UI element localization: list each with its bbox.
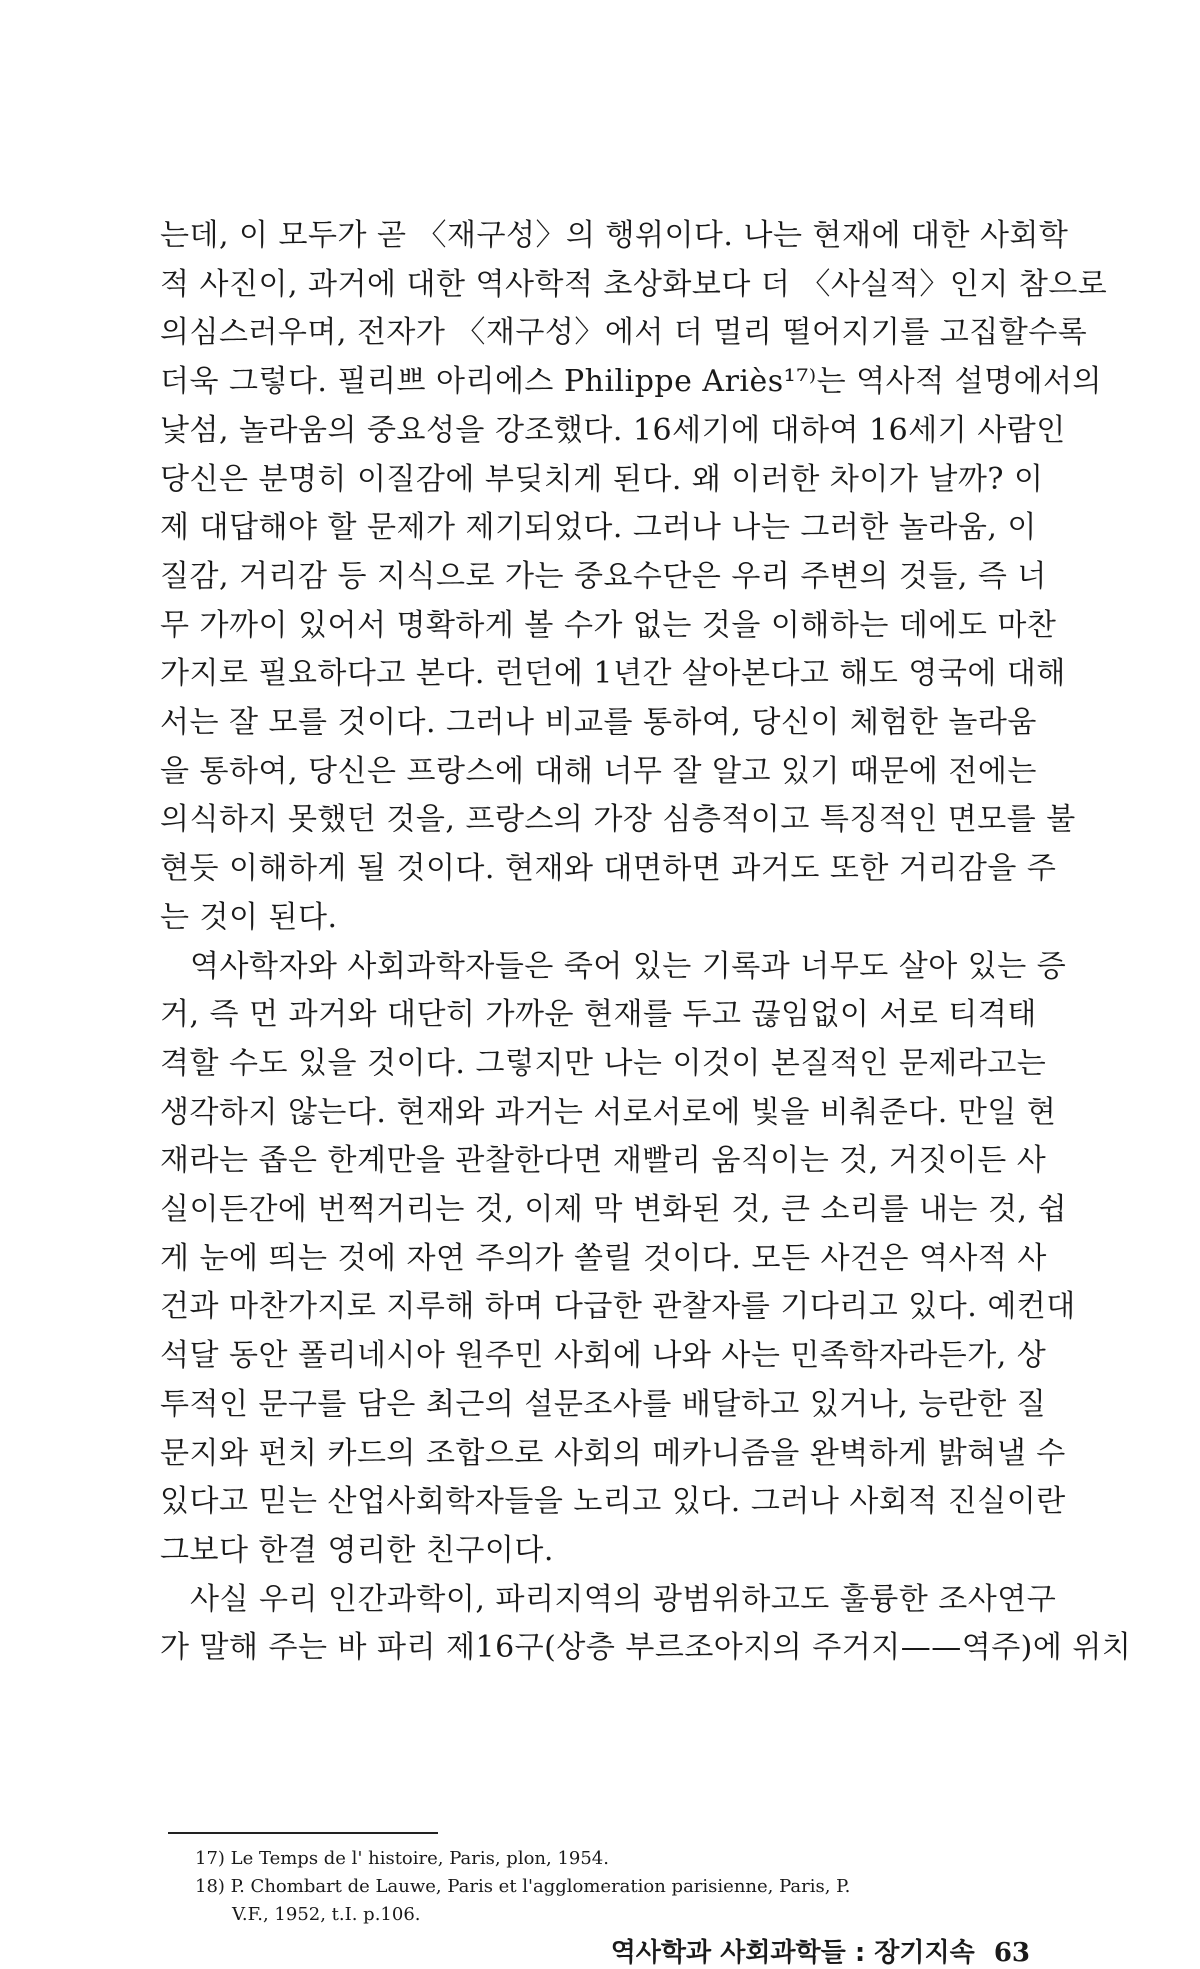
text-line: 질감, 거리감 등 지식으로 가는 중요수단은 우리 주변의 것들, 즉 너 [160, 558, 1047, 594]
paragraph-start-line: 역사학자와 사회과학자들은 죽어 있는 기록과 너무도 살아 있는 증 [190, 948, 1067, 984]
footnote-divider [168, 1832, 438, 1834]
paragraph-start-line: 사실 우리 인간과학이, 파리지역의 광범위하고도 훌륭한 조사연구 [190, 1581, 1057, 1617]
text-line: 실이든간에 번쩍거리는 것, 이제 막 변화된 것, 큰 소리를 내는 것, 쉽 [160, 1192, 1067, 1228]
text-line: 는데, 이 모두가 곧 〈재구성〉의 행위이다. 나는 현재에 대한 사회학 [160, 218, 1069, 253]
text-line: 있다고 믿는 산업사회학자들을 노리고 있다. 그러나 사회적 진실이란 [160, 1484, 1066, 1520]
text-line: 재라는 좁은 한계만을 관찰한다면 재빨리 움직이는 것, 거짓이든 사 [160, 1143, 1047, 1179]
text-line: 격할 수도 있을 것이다. 그렇지만 나는 이것이 본질적인 문제라고는 [160, 1045, 1047, 1081]
text-line: 는 것이 된다. [160, 899, 338, 935]
text-line: 더욱 그렇다. 필리쁘 아리에스 Philippe Ariès¹⁷⁾는 역사적 설명에서의 [160, 364, 1102, 400]
text-line: 석달 동안 폴리네시아 원주민 사회에 나와 사는 민족학자라든가, 상 [160, 1338, 1047, 1374]
text-line: 의심스러우며, 전자가 〈재구성〉에서 더 멀리 떨어지기를 고집할수록 [160, 315, 1088, 351]
text-line: 가 말해 주는 바 파리 제16구(상층 부르조아지의 주거지——역주)에 위치 [160, 1630, 1132, 1666]
footnote-18: 18) P. Chombart de Lauwe, Paris et l'agglomeration parisienne, Paris, P. [195, 1876, 851, 1897]
page-footer [590, 1932, 1030, 1969]
text-line: 투적인 문구를 담은 최근의 설문조사를 배달하고 있거나, 능란한 질 [160, 1386, 1047, 1422]
text-line: 당신은 분명히 이질감에 부딪치게 된다. 왜 이러한 차이가 날까? 이 [160, 461, 1044, 497]
text-line: 문지와 펀치 카드의 조합으로 사회의 메카니즘을 완벽하게 밝혀낼 수 [160, 1435, 1066, 1471]
text-line: 가지로 필요하다고 본다. 런던에 1년간 살아본다고 해도 영국에 대해 [160, 656, 1066, 692]
footnote-18-continuation: V.F., 1952, t.I. p.106. [232, 1904, 421, 1925]
running-title: 역사학과 사회과학들 : 장기지속 [610, 1938, 975, 1968]
footnotes [195, 1845, 1025, 1929]
text-line: 생각하지 않는다. 현재와 과거는 서로서로에 빛을 비춰준다. 만일 현 [160, 1094, 1057, 1130]
page-number: 63 [993, 1938, 1030, 1968]
text-line: 서는 잘 모를 것이다. 그러나 비교를 통하여, 당신이 체험한 놀라움 [160, 705, 1037, 741]
text-line: 을 통하여, 당신은 프랑스에 대해 너무 잘 알고 있기 때문에 전에는 [160, 753, 1037, 789]
body-text [160, 212, 1132, 1673]
footnote-17: 17) Le Temps de l' histoire, Paris, plon, 1954. [195, 1848, 609, 1869]
text-line: 게 눈에 띄는 것에 자연 주의가 쏠릴 것이다. 모든 사건은 역사적 사 [160, 1240, 1047, 1276]
text-line: 의식하지 못했던 것을, 프랑스의 가장 심층적이고 특징적인 면모를 불 [160, 802, 1076, 838]
text-line: 제 대답해야 할 문제가 제기되었다. 그러나 나는 그러한 놀라움, 이 [160, 510, 1037, 546]
text-line: 그보다 한결 영리한 친구이다. [160, 1532, 554, 1568]
text-line: 낯섬, 놀라움의 중요성을 강조했다. 16세기에 대하여 16세기 사람인 [160, 412, 1066, 448]
text-line: 적 사진이, 과거에 대한 역사학적 초상화보다 더 〈사실적〉인지 참으로 [160, 266, 1108, 302]
text-line: 건과 마찬가지로 지루해 하며 다급한 관찰자를 기다리고 있다. 예컨대 [160, 1289, 1076, 1325]
text-line: 무 가까이 있어서 명확하게 볼 수가 없는 것을 이해하는 데에도 마찬 [160, 607, 1057, 643]
text-line: 거, 즉 먼 과거와 대단히 가까운 현재를 두고 끊임없이 서로 티격태 [160, 997, 1037, 1033]
text-line: 현듯 이해하게 될 것이다. 현재와 대면하면 과거도 또한 거리감을 주 [160, 851, 1057, 887]
